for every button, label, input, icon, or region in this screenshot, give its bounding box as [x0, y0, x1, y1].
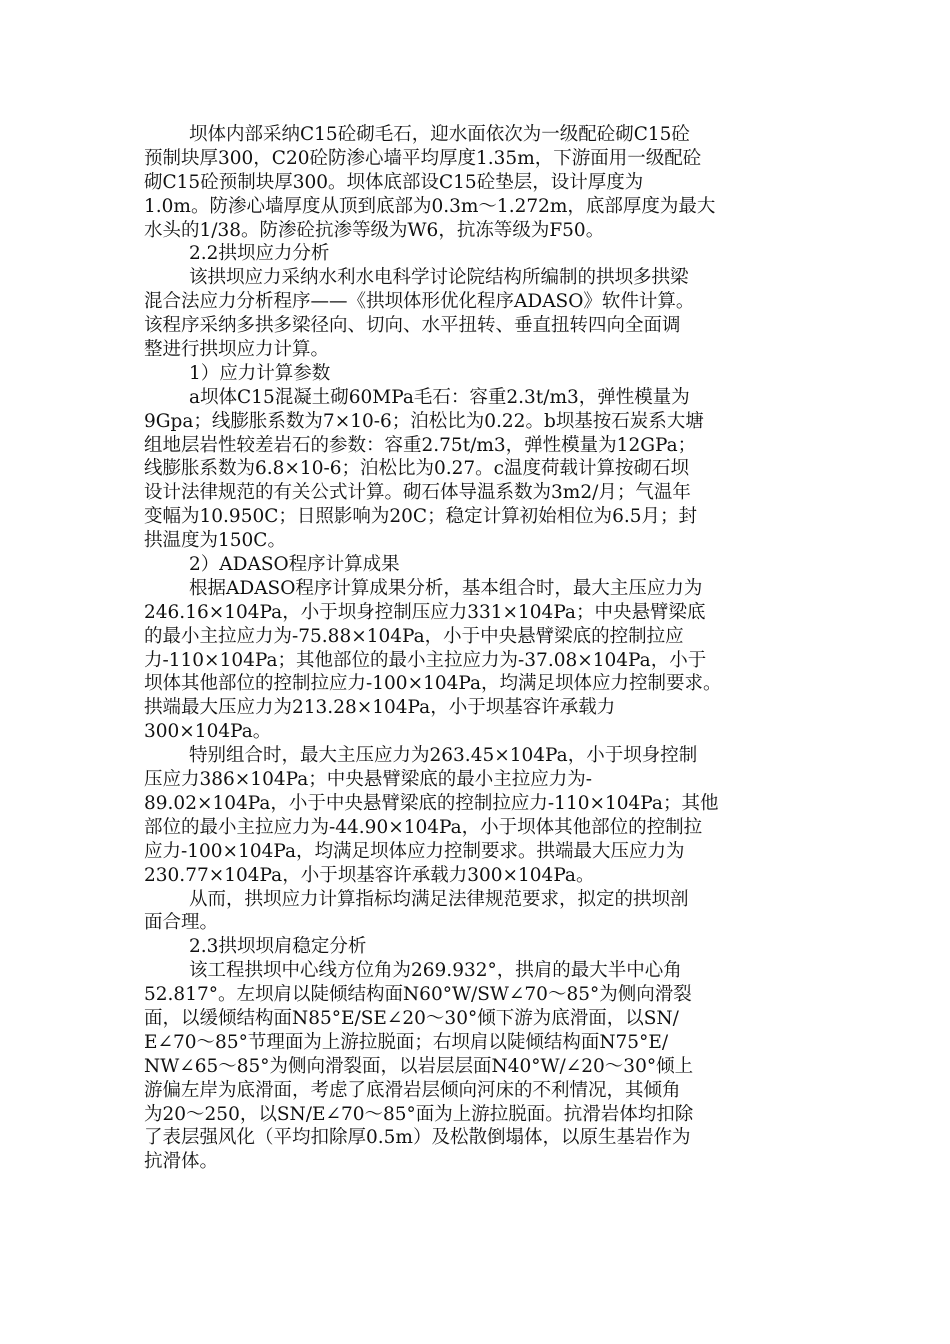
- text-line: 砌C15砼预制块厚300。坝体底部设C15砼垫层，设计厚度为: [144, 171, 644, 193]
- text-line: 设计法律规范的有关公式计算。砌石体导温系数为3m2/月；气温年: [144, 482, 691, 504]
- text-line: 预制块厚300，C20砼防渗心墙平均厚度1.35m，下游面用一级配砼: [144, 147, 702, 169]
- text-line: 从而，拱坝应力计算指标均满足法律规范要求，拟定的拱坝剖: [189, 888, 689, 910]
- text-line: 面，以缓倾结构面N85°E/SE∠20～30°倾下游为底滑面，以SN/: [144, 1007, 679, 1029]
- text-line: 游偏左岸为底滑面，考虑了底滑岩层倾向河床的不利情况，其倾角: [144, 1079, 681, 1101]
- text-line: 坝体其他部位的控制拉应力-100×104Pa，均满足坝体应力控制要求。: [144, 673, 722, 695]
- text-line: 246.16×104Pa，小于坝身控制压应力331×104Pa；中央悬臂梁底: [144, 601, 706, 623]
- text-line: 变幅为10.950C；日照影响为20C；稳定计算初始相位为6.5月；封: [144, 506, 698, 528]
- text-line: 线膨胀系数为6.8×10-6；泊松比为0.27。c温度荷载计算按砌石坝: [144, 458, 690, 480]
- text-line: 1.0m。防渗心墙厚度从顶到底部为0.3m～1.272m，底部厚度为最大: [144, 195, 716, 217]
- section-heading: 2.2拱坝应力分析: [189, 243, 330, 265]
- text-line: 拱端最大压应力为213.28×104Pa，小于坝基容许承载力: [144, 697, 616, 719]
- text-line: 该工程拱坝中心线方位角为269.932°，拱肩的最大半中心角: [189, 960, 682, 982]
- text-line: 部位的最小主拉应力为-44.90×104Pa，小于坝体其他部位的控制拉: [144, 816, 703, 838]
- text-line: 300×104Pa。: [144, 721, 272, 743]
- text-line: 组地层岩性较差岩石的参数：容重2.75t/m3，弹性模量为12GPa；: [144, 434, 697, 456]
- text-line: 该拱坝应力采纳水利水电科学讨论院结构所编制的拱坝多拱梁: [189, 267, 689, 289]
- text-line: a坝体C15混凝土砌60MPa毛石：容重2.3t/m3，弹性模量为: [189, 386, 690, 408]
- section-heading: 2.3拱坝坝肩稳定分析: [189, 936, 367, 958]
- text-line: 230.77×104Pa，小于坝基容许承载力300×104Pa。: [144, 864, 595, 886]
- text-line: 坝体内部采纳C15砼砌毛石，迎水面依次为一级配砼砌C15砼: [189, 124, 690, 145]
- text-line: 为20～250，以SN/E∠70～85°面为上游拉脱面。抗滑岩体均扣除: [144, 1103, 694, 1125]
- text-line: 面合理。: [144, 912, 219, 934]
- text-line: 整进行拱坝应力计算。: [144, 339, 330, 361]
- text-line: 水头的1/38。防渗砼抗渗等级为W6，抗冻等级为F50。: [144, 219, 605, 241]
- subsection-heading: 1）应力计算参数: [189, 362, 331, 384]
- text-line: 该程序采纳多拱多梁径向、切向、水平扭转、垂直扭转四向全面调: [144, 315, 681, 337]
- text-line: 力-110×104Pa；其他部位的最小主拉应力为-37.08×104Pa，小于: [144, 649, 707, 671]
- text-line: E∠70～85°节理面为上游拉脱面；右坝肩以陡倾结构面N75°E/: [144, 1031, 669, 1053]
- text-line: 应力-100×104Pa，均满足坝体应力控制要求。拱端最大压应力为: [144, 840, 685, 862]
- document-body: [144, 123, 824, 1174]
- text-line: 9Gpa；线膨胀系数为7×10-6；泊松比为0.22。b坝基按石炭系大塘: [144, 410, 704, 432]
- text-line: 混合法应力分析程序——《拱坝体形优化程序ADASO》软件计算。: [144, 291, 695, 313]
- text-line: 拱温度为150C。: [144, 530, 286, 552]
- text-line: NW∠65～85°为侧向滑裂面，以岩层层面N40°W/∠20～30°倾上: [144, 1055, 694, 1077]
- text-line: 根据ADASO程序计算成果分析，基本组合时，最大主压应力为: [189, 577, 703, 599]
- text-line: 了表层强风化（平均扣除厚0.5m）及松散倒塌体，以原生基岩作为: [144, 1127, 691, 1149]
- text-line: 89.02×104Pa，小于中央悬臂梁底的控制拉应力-110×104Pa；其他: [144, 792, 719, 814]
- text-line: 特别组合时，最大主压应力为263.45×104Pa，小于坝身控制: [189, 745, 698, 767]
- subsection-heading: 2）ADASO程序计算成果: [189, 554, 400, 576]
- text-line: 抗滑体。: [144, 1151, 219, 1173]
- text-line: 压应力386×104Pa；中央悬臂梁底的最小主拉应力为-: [144, 769, 593, 791]
- text-line: 52.817°。左坝肩以陡倾结构面N60°W/SW∠70～85°为侧向滑裂: [144, 984, 692, 1006]
- text-line: 的最小主拉应力为-75.88×104Pa，小于中央悬臂梁底的控制拉应: [144, 625, 684, 647]
